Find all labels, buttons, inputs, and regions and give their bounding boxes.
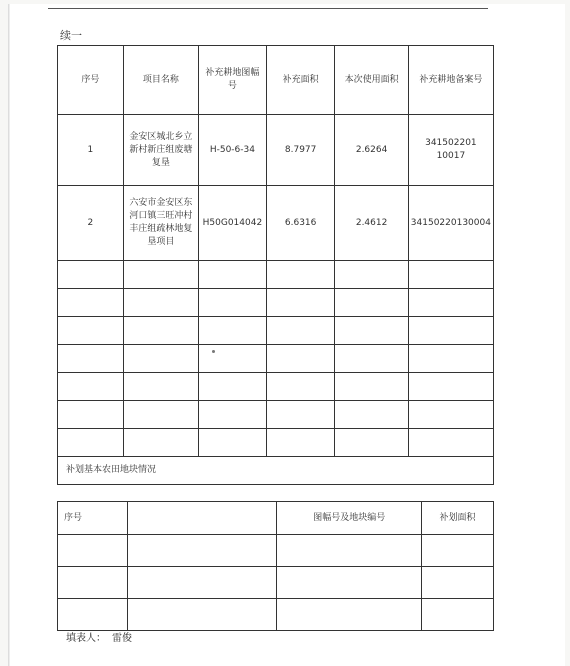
table-row: [58, 115, 494, 186]
empty-row: [58, 567, 494, 599]
filler-name: 雷俊: [112, 633, 132, 644]
empty-row: [58, 317, 494, 345]
empty-row: [58, 373, 494, 401]
empty-row: [58, 535, 494, 567]
table-header-row: [58, 46, 494, 115]
empty-row: [58, 289, 494, 317]
header-cell: 补充面积: [266, 46, 335, 115]
sub-header-cell: [127, 502, 277, 535]
section-title-row: [58, 457, 494, 485]
header-cell: 本次使用面积: [335, 46, 408, 115]
row-number: 1: [58, 115, 124, 186]
sub-header-row: [58, 502, 494, 535]
sub-header-cell: 序号: [58, 502, 128, 535]
supplement-area: 8.7977: [266, 115, 335, 186]
filler-label: 填表人：: [66, 633, 106, 644]
header-cell: 序号: [58, 46, 124, 115]
record-number: 341502201 10017: [408, 115, 493, 186]
empty-row: [58, 429, 494, 457]
header-cell: 补充耕地图幅号: [199, 46, 267, 115]
section-title: 补划基本农田地块情况: [58, 457, 494, 485]
sub-header-cell: 图幅号及地块编号: [277, 502, 422, 535]
basic-farmland-table: [57, 501, 494, 631]
top-rule: [48, 8, 488, 9]
scan-speck: [212, 350, 215, 353]
project-name: 六安市金安区东河口镇三旺冲村丰庄组疏林地复垦项目: [123, 186, 198, 261]
cultivated-land-table: [57, 45, 494, 485]
empty-row: [58, 261, 494, 289]
filler-line: [66, 629, 132, 644]
map-sheet-number: H-50-6-34: [199, 115, 267, 186]
record-number: 34150220130004: [408, 186, 493, 261]
header-cell: 补充耕地备案号: [408, 46, 493, 115]
map-sheet-number: H50G014042: [199, 186, 267, 261]
supplement-area: 6.6316: [266, 186, 335, 261]
table-row: [58, 186, 494, 261]
used-area: 2.6264: [335, 115, 408, 186]
sub-header-cell: 补划面积: [422, 502, 494, 535]
project-name: 金安区城北乡立新村新庄组废塘复垦: [123, 115, 198, 186]
used-area: 2.4612: [335, 186, 408, 261]
continued-label: 续一: [60, 29, 82, 42]
empty-row: [58, 599, 494, 631]
header-cell: 项目名称: [123, 46, 198, 115]
empty-row: [58, 401, 494, 429]
row-number: 2: [58, 186, 124, 261]
empty-row: [58, 345, 494, 373]
